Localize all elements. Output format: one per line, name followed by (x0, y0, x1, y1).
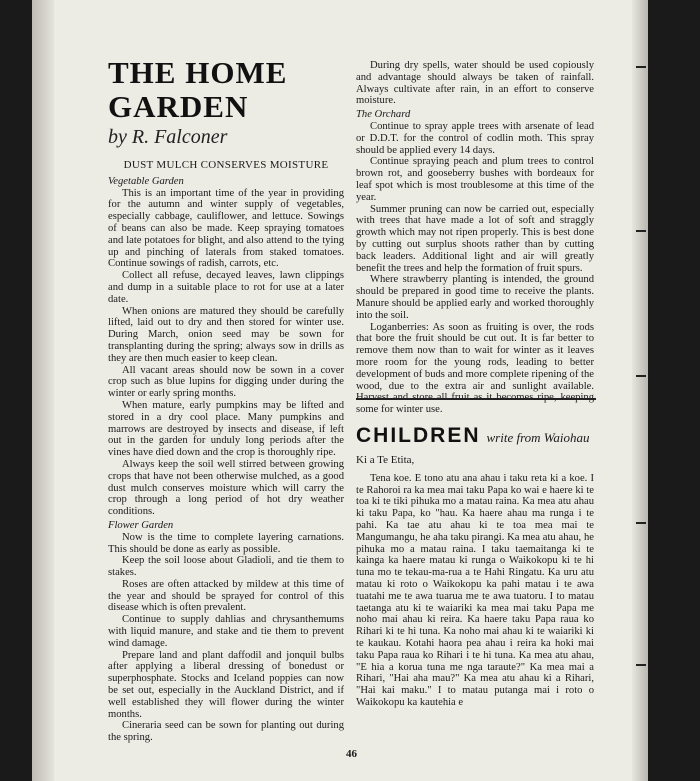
orchard-heading: The Orchard (356, 109, 411, 121)
orchard-paragraph: Summer pruning can now be carried out, especially with trees that have made a lot of soft and straggly growth which may not ripen properly. This is best done by cutting out surplus shoots rather than by cutting back leaders. Additional light and air will greatly benefit the trees and help the formation of fruit spurs. (356, 203, 594, 274)
children-heading (356, 424, 596, 448)
vegetable-paragraph: All vacant areas should now be sown in a cover crop such as blue lupins for digging under during the winter or early spring months. (108, 364, 344, 400)
left-column (108, 160, 344, 744)
article-title (108, 56, 287, 124)
flower-paragraph: Keep the soil loose about Gladioli, and tie them to stakes. (108, 555, 344, 579)
binding-stitch-mark (636, 375, 646, 377)
orchard-paragraph: Where strawberry planting is intended, the ground should be prepared in good time to receive the plants. Manure should be applied early and worked thoroughly into the soil. (356, 274, 594, 321)
vegetable-paragraph: When onions are matured they should be carefully lifted, laid out to dry and then stored for winter use. During March, onion seed may be sown for transplanting during the spring; always sow in drills as they are then much easier to keep clean. (108, 305, 344, 364)
flower-garden-heading: Flower Garden (108, 519, 174, 531)
binding-stitch-mark (636, 66, 646, 68)
page-spine (32, 0, 54, 781)
page-number: 46 (346, 748, 357, 760)
title-line-1: THE HOME (108, 55, 288, 90)
binding-stitch-mark (636, 522, 646, 524)
letter-body: Tena koe. E tono atu ana ahau i taku reta ki a koe. I te Rahoroi ra ka mea mai taku Papa ko wai e haere ki te toa ki te tiki pihuka mo a matau raina. Ka mea atu ahau ki taku Papa, ko "hau. Ka haere ahau ma runga i te pahi. Ka tae atu ahau ki te toa mea mai te Mangumangu, he aha taku pirangi. Ka mea atu ahau, he pihuka mo a matau raina. I taku taemaitanga ki te kainga ka haere matau ki runga o Waikokopu ki te hi tuna mo te tekau-ma-rua a te Hahi Ringatu. Ka uru atu matau ki roto o Waikokopu ka pahi matau i te awa tuatahi me te awa tuarua me te awa tuatoru. I to matau taetanga atu ki te waiariki ka mea mai taku Papa me noho mai ahau ki reira. Ka haere taku Papa raua ko Rihari ki te hi tuna. Ka noho mai ahau ki te waiariki ki te kaukau. Kotahi haora pea ahau i reira ka hoki mai taku Papa raua ko Rihari i te hi tuna. Ka mea atu ahau, "E hia a korua tuna me nga taraute?" Ka mea mai a Rihari, "Hai aha mau?" Ka mea atu ahau ki a Rihari, "Hai kai maku." I to matau putanga mai i roto o Waikokopu ka kautehia e (356, 472, 594, 708)
vegetable-paragraph: Collect all refuse, decayed leaves, lawn clippings and dump in a suitable place to rot for use at a later date. (108, 270, 344, 305)
flower-paragraph: Prepare land and plant daffodil and jonquil bulbs after applying a liberal dressing of bonedust or superphosphate. Stocks and Iceland poppies can now be set out, especially in the Auckland District, and if well established they will flower during the winter months. (108, 649, 344, 720)
binding-stitch-mark (636, 230, 646, 232)
orchard-paragraph: Loganberries: As soon as fruiting is over, the rods that bore the fruit should be cut out. It is far better to remove them now than to wait for winter as it leaves more room for the young rods, leading to better development of buds and more complete ripening of the wood, due to the extra air and sunlight available. some for winter use. (356, 321, 594, 416)
dry-spells-paragraph: During dry spells, water should be used copiously and advantage should always be taken of rainfall. Always cultivate after rain, in an effort to conserve moisture. (356, 60, 594, 107)
children-letter (356, 455, 594, 709)
flower-paragraph: Cineraria seed can be sown for planting out during the spring. (108, 720, 344, 744)
orchard-paragraph: Continue spraying peach and plum trees to control brown rot, and gooseberry bushes with bordeaux for leaf spot which is most troublesome at this time of the year. (356, 156, 594, 203)
page-edge (632, 0, 648, 781)
vegetable-garden-heading: Vegetable Garden (108, 175, 184, 187)
flower-paragraph: Continue to supply dahlias and chrysanthemums with liquid manure, and stake and tie them to prevent wind damage. (108, 614, 344, 649)
vegetable-paragraph: This is an important time of the year in providing for the autumn and winter supply of vegetables, especially cabbage, cauliflower, and lettuce. Sowings of beans can also be made. Keep spraying tomatoes and late potatoes for blight, and also attend to the tying up and pinching of laterals from staked tomatoes. Continue sowings of radish, carrots, etc. (108, 187, 344, 270)
flower-paragraph: Roses are often attacked by mildew at this time of the year and should be sprayed for control of this disease which is often prevalent. (108, 578, 344, 614)
section-heading: DUST MULCH CONSERVES MOISTURE (123, 159, 329, 171)
flower-paragraph: Now is the time to complete layering carnations. This should be done as early as possible. (108, 531, 344, 555)
section-divider (356, 398, 596, 400)
right-column-top (356, 60, 594, 416)
vegetable-paragraph: Always keep the soil well stirred between growing crops that have not been otherwise mulched, as a good dust mulch conserves moisture which will carry the crop through a long period of hot dry weather conditions. (108, 458, 344, 518)
children-title: CHILDREN (356, 424, 481, 447)
children-subtitle: write from Waiohau (486, 430, 590, 445)
orchard-paragraph: Continue to spray apple trees with arsenate of lead or D.D.T. for the control of codlin moth. This spray should be applied every 14 days. (356, 120, 594, 156)
vegetable-paragraph: When mature, early pumpkins may be lifted and stored in a dry cool place. Many pumpkins and marrows are destroyed by insects and disease, if left out in the garden for unduly long periods after the vines have died down and the crop is thoroughly ripe. (108, 399, 344, 459)
letter-salutation: Ki a Te Etita, (356, 454, 415, 466)
binding-stitch-mark (636, 664, 646, 666)
author-byline: by R. Falconer (108, 126, 228, 148)
title-line-2: GARDEN (108, 89, 249, 124)
